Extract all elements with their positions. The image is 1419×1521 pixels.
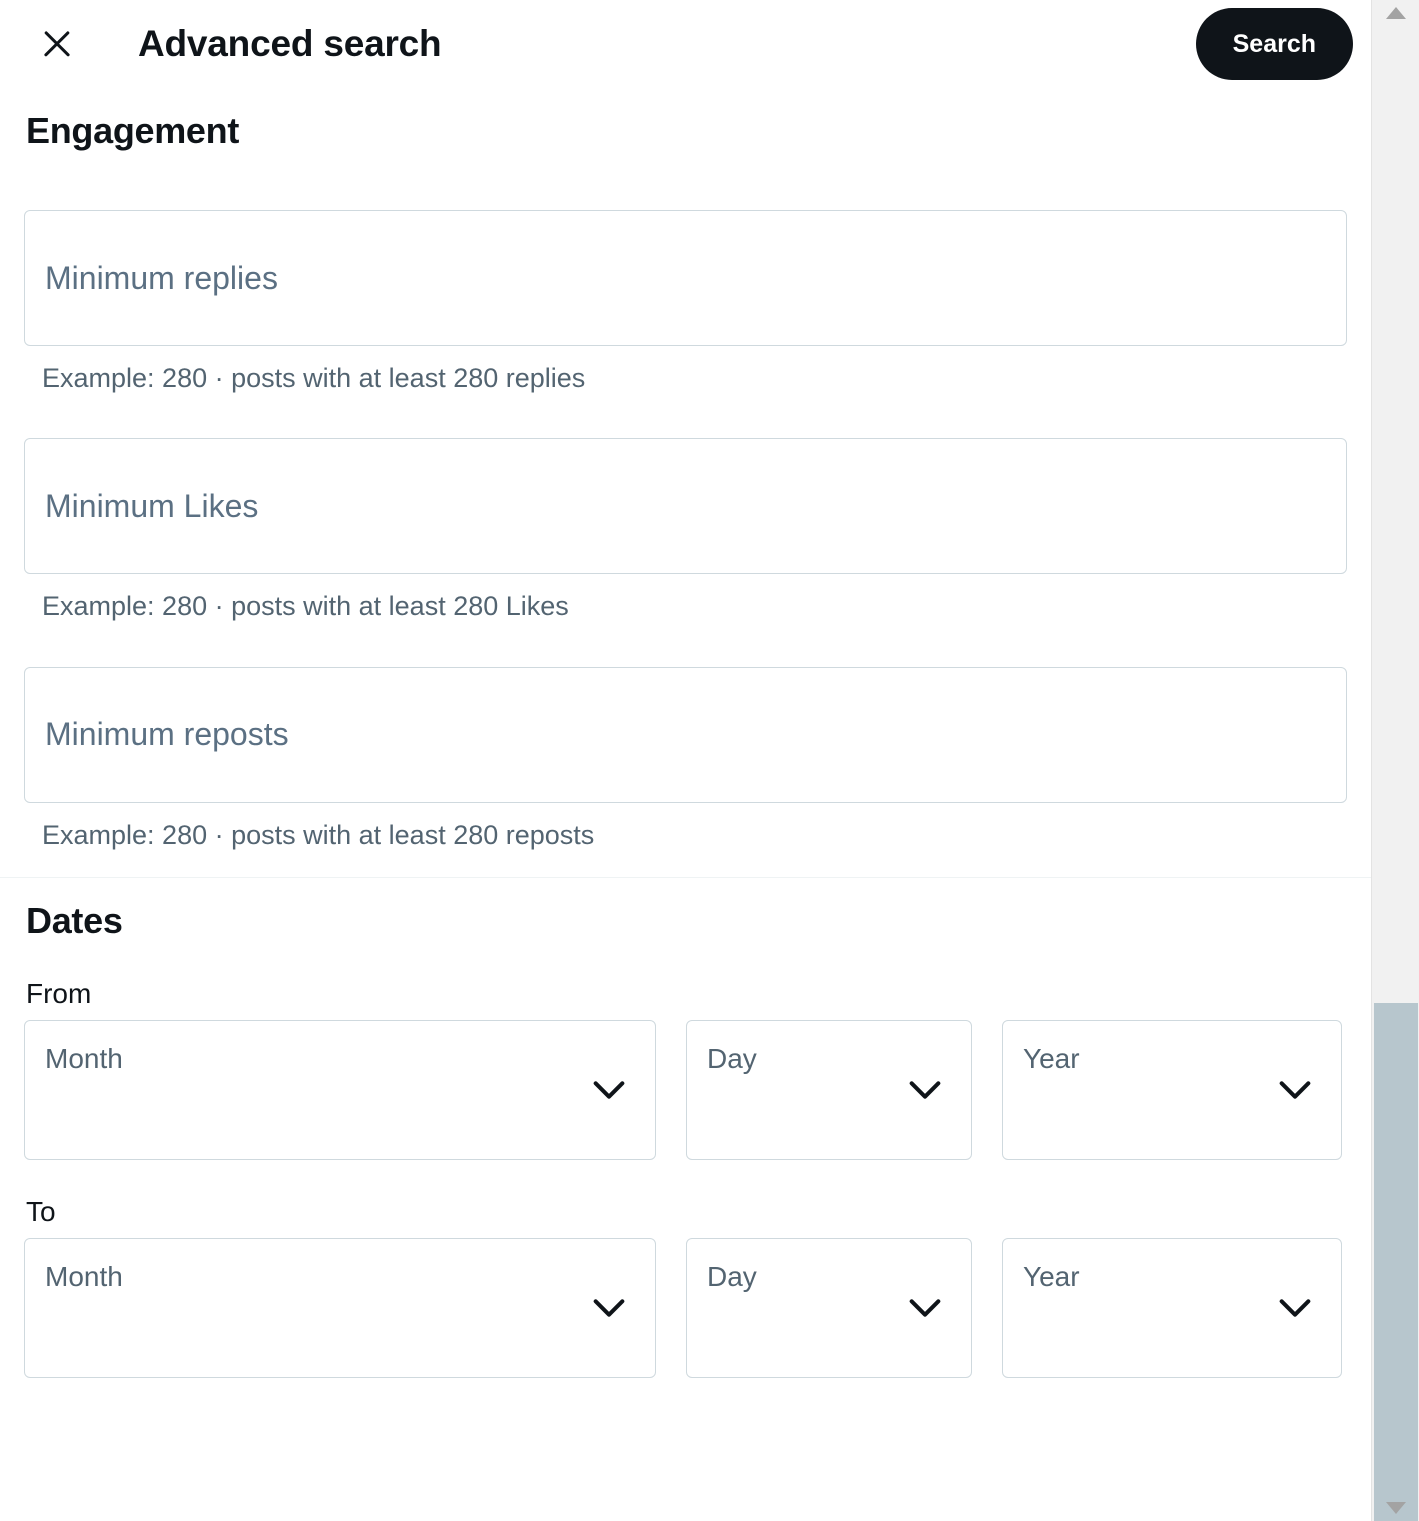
from-date-row	[24, 1020, 1347, 1160]
minimum-replies-group	[24, 210, 1347, 394]
search-button[interactable]: Search	[1196, 8, 1353, 80]
minimum-reposts-hint: Example: 280 · posts with at least 280 reposts	[42, 819, 595, 850]
dates-section	[0, 900, 1371, 1378]
minimum-likes-hint: Example: 280 · posts with at least 280 Likes	[42, 591, 569, 622]
to-label: To	[26, 1196, 56, 1228]
from-day-value: Day	[707, 1043, 757, 1075]
from-month-value: Month	[45, 1043, 123, 1075]
minimum-replies-hint: Example: 280 · posts with at least 280 replies	[42, 363, 586, 393]
dates-section-title: Dates	[26, 900, 123, 942]
minimum-reposts-input[interactable]	[24, 667, 1347, 803]
from-day-select[interactable]	[686, 1020, 972, 1160]
minimum-replies-input[interactable]	[24, 210, 1347, 346]
engagement-section-title: Engagement	[26, 110, 240, 151]
vertical-scrollbar[interactable]	[1371, 0, 1419, 1521]
to-day-value: Day	[707, 1261, 757, 1293]
to-month-value: Month	[45, 1261, 123, 1293]
scroll-up-arrow-icon[interactable]	[1372, 0, 1419, 26]
from-label: From	[26, 978, 92, 1010]
scrollbar-thumb[interactable]	[1374, 1003, 1418, 1521]
scroll-down-arrow-icon[interactable]	[1372, 1495, 1419, 1521]
section-divider	[0, 877, 1371, 878]
page-title: Advanced search	[138, 23, 442, 64]
close-button[interactable]	[26, 13, 88, 75]
to-month-select[interactable]	[24, 1238, 656, 1378]
to-year-select[interactable]	[1002, 1238, 1342, 1378]
minimum-reposts-group	[24, 667, 1347, 851]
close-icon	[40, 27, 74, 61]
from-year-value: Year	[1023, 1043, 1080, 1075]
from-month-select[interactable]	[24, 1020, 656, 1160]
dialog-header	[0, 0, 1371, 88]
to-year-value: Year	[1023, 1261, 1080, 1293]
engagement-section	[0, 110, 1371, 851]
minimum-likes-input[interactable]	[24, 438, 1347, 574]
from-year-select[interactable]	[1002, 1020, 1342, 1160]
to-date-row	[24, 1238, 1347, 1378]
minimum-likes-group	[24, 438, 1347, 622]
to-day-select[interactable]	[686, 1238, 972, 1378]
